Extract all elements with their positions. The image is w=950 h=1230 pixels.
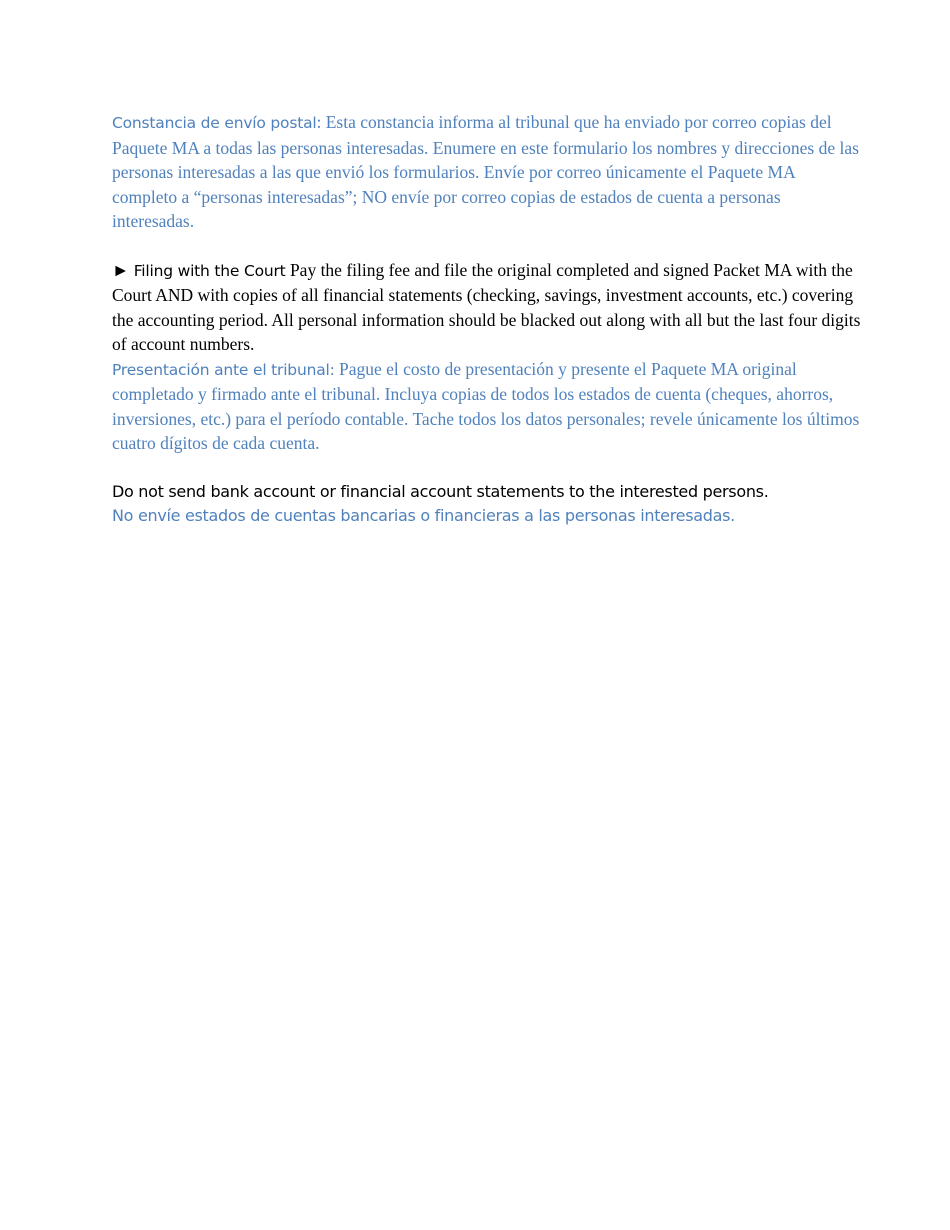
filing-en-heading: Filing with the Court [133, 261, 286, 280]
postal-notice-paragraph [112, 110, 864, 234]
filing-es-body: Pague el costo de presentación y presente el Paquete MA original completado y firmado ante el tribunal. Incluya copias de todos los estados de cuenta (cheques, ahorros, inversiones, etc.) para el período contable. Tache todos los datos personales; revele únicamente los últimos cuatro dígitos de cada cuenta. [112, 358, 860, 453]
filing-en-body: Pay the filing fee and file the original completed and signed Packet MA with the Court AND with copies of all financial statements (checking, savings, investment accounts, etc.) covering the accounting period. All personal information should be blacked out along with all but the last four digits of account numbers. [112, 259, 861, 354]
spacer [112, 234, 864, 258]
arrow-icon: ► [112, 259, 130, 280]
filing-es-heading: Presentación ante el tribunal: [112, 360, 335, 379]
document-page [112, 110, 864, 529]
warning-en: Do not send bank account or financial account statements to the interested persons. [112, 481, 769, 501]
postal-notice-heading: Constancia de envío postal [112, 114, 317, 132]
postal-notice-body: : Esta constancia informa al tribunal que ha enviado por correo copias del Paquete MA a todas las personas interesadas. Enumere en este formulario los nombres y direcciones de las personas interesadas a las que envió los formularios. Envíe por correo únicamente el Paquete MA completo a “personas interesadas”; NO envíe por correo copias de estados de cuenta a personas interesadas. [112, 112, 859, 231]
spacer [112, 456, 864, 480]
filing-es-paragraph [112, 357, 864, 456]
warning-es: No envíe estados de cuentas bancarias o financieras a las personas interesadas. [112, 506, 735, 525]
filing-en-paragraph [112, 258, 864, 357]
